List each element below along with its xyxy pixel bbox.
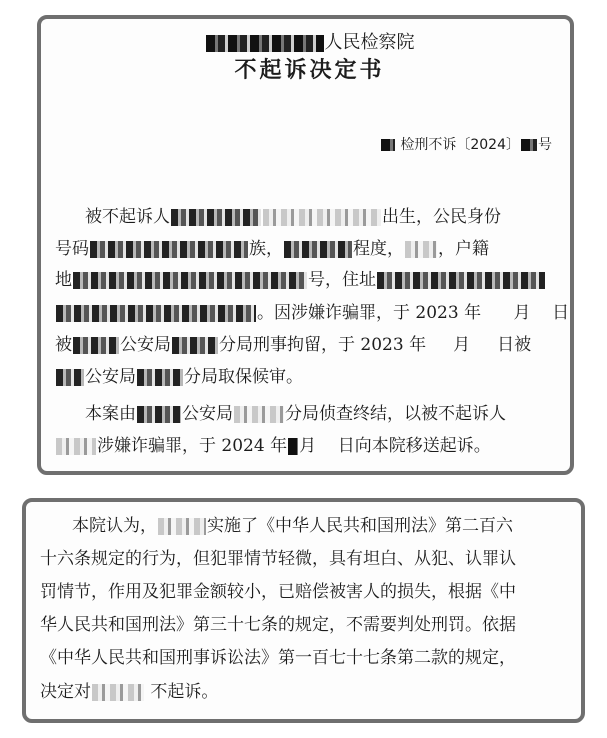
decision-panel xyxy=(22,498,585,723)
redacted-region xyxy=(137,406,181,423)
paragraph-line: 。因涉嫌诈骗罪，于 2023 年 月 日 xyxy=(55,303,569,323)
redacted-region xyxy=(234,406,284,423)
org-suffix: 人民检察院 xyxy=(324,32,415,53)
redacted-region xyxy=(92,684,144,701)
redacted-region xyxy=(56,305,256,322)
paragraph-line: 本案由 公安局 分局侦查终结，以被不起诉人 xyxy=(85,404,506,424)
redacted-region xyxy=(381,139,395,151)
redacted-region xyxy=(377,272,545,289)
decision-line: 华人民共和国刑法》第三十七条的规定，不需要判处刑罚。依据 xyxy=(40,615,516,635)
document-header-panel xyxy=(37,15,574,475)
paragraph-line: 公安局 分局取保候审。 xyxy=(55,367,303,387)
procuratorate-name xyxy=(41,33,578,53)
redacted-region xyxy=(263,209,381,226)
redacted-region xyxy=(206,35,324,52)
paragraph-line: 被 公安局 分局刑事拘留，于 2023 年 月 日被 xyxy=(55,335,532,355)
redacted-region xyxy=(288,438,298,455)
doc-number-text: 检刑不诉〔2024〕 xyxy=(400,137,520,153)
redacted-region xyxy=(405,241,437,258)
redacted-region xyxy=(137,369,183,386)
redacted-region xyxy=(90,241,248,258)
redacted-region xyxy=(284,241,352,258)
decision-line: 十六条规定的行为，但犯罪情节轻微，具有坦白、从犯、认罪认 xyxy=(40,549,516,569)
paragraph-line: 涉嫌诈骗罪，于 2024 年 月 日向本院移送起诉。 xyxy=(55,436,491,456)
decision-line: 本院认为， 实施了《中华人民共和国刑法》第二百六 xyxy=(72,516,513,536)
decision-line: 决定对 不起诉。 xyxy=(40,682,219,702)
paragraph-line: 号码 族， 程度， ，户籍 xyxy=(55,239,489,259)
document-title: 不起诉决定书 xyxy=(234,58,385,83)
redacted-region xyxy=(56,369,84,386)
paragraph-line: 被不起诉人 出生，公民身份 xyxy=(85,207,501,227)
redacted-region xyxy=(73,337,119,354)
decision-line: 《中华人民共和国刑事诉讼法》第一百七十七条第二款的规定， xyxy=(40,648,516,668)
redacted-region xyxy=(158,518,206,535)
redacted-region xyxy=(171,209,261,226)
paragraph-line: 地 号，住址 xyxy=(55,270,546,290)
redacted-region xyxy=(521,139,537,151)
redacted-region xyxy=(56,438,96,455)
document-number xyxy=(380,135,552,155)
decision-line: 罚情节，作用及犯罪金额较小，已赔偿被害人的损失，根据《中 xyxy=(40,582,516,602)
redacted-region xyxy=(172,337,218,354)
doc-number-suffix: 号 xyxy=(538,137,552,153)
redacted-region xyxy=(73,272,307,289)
